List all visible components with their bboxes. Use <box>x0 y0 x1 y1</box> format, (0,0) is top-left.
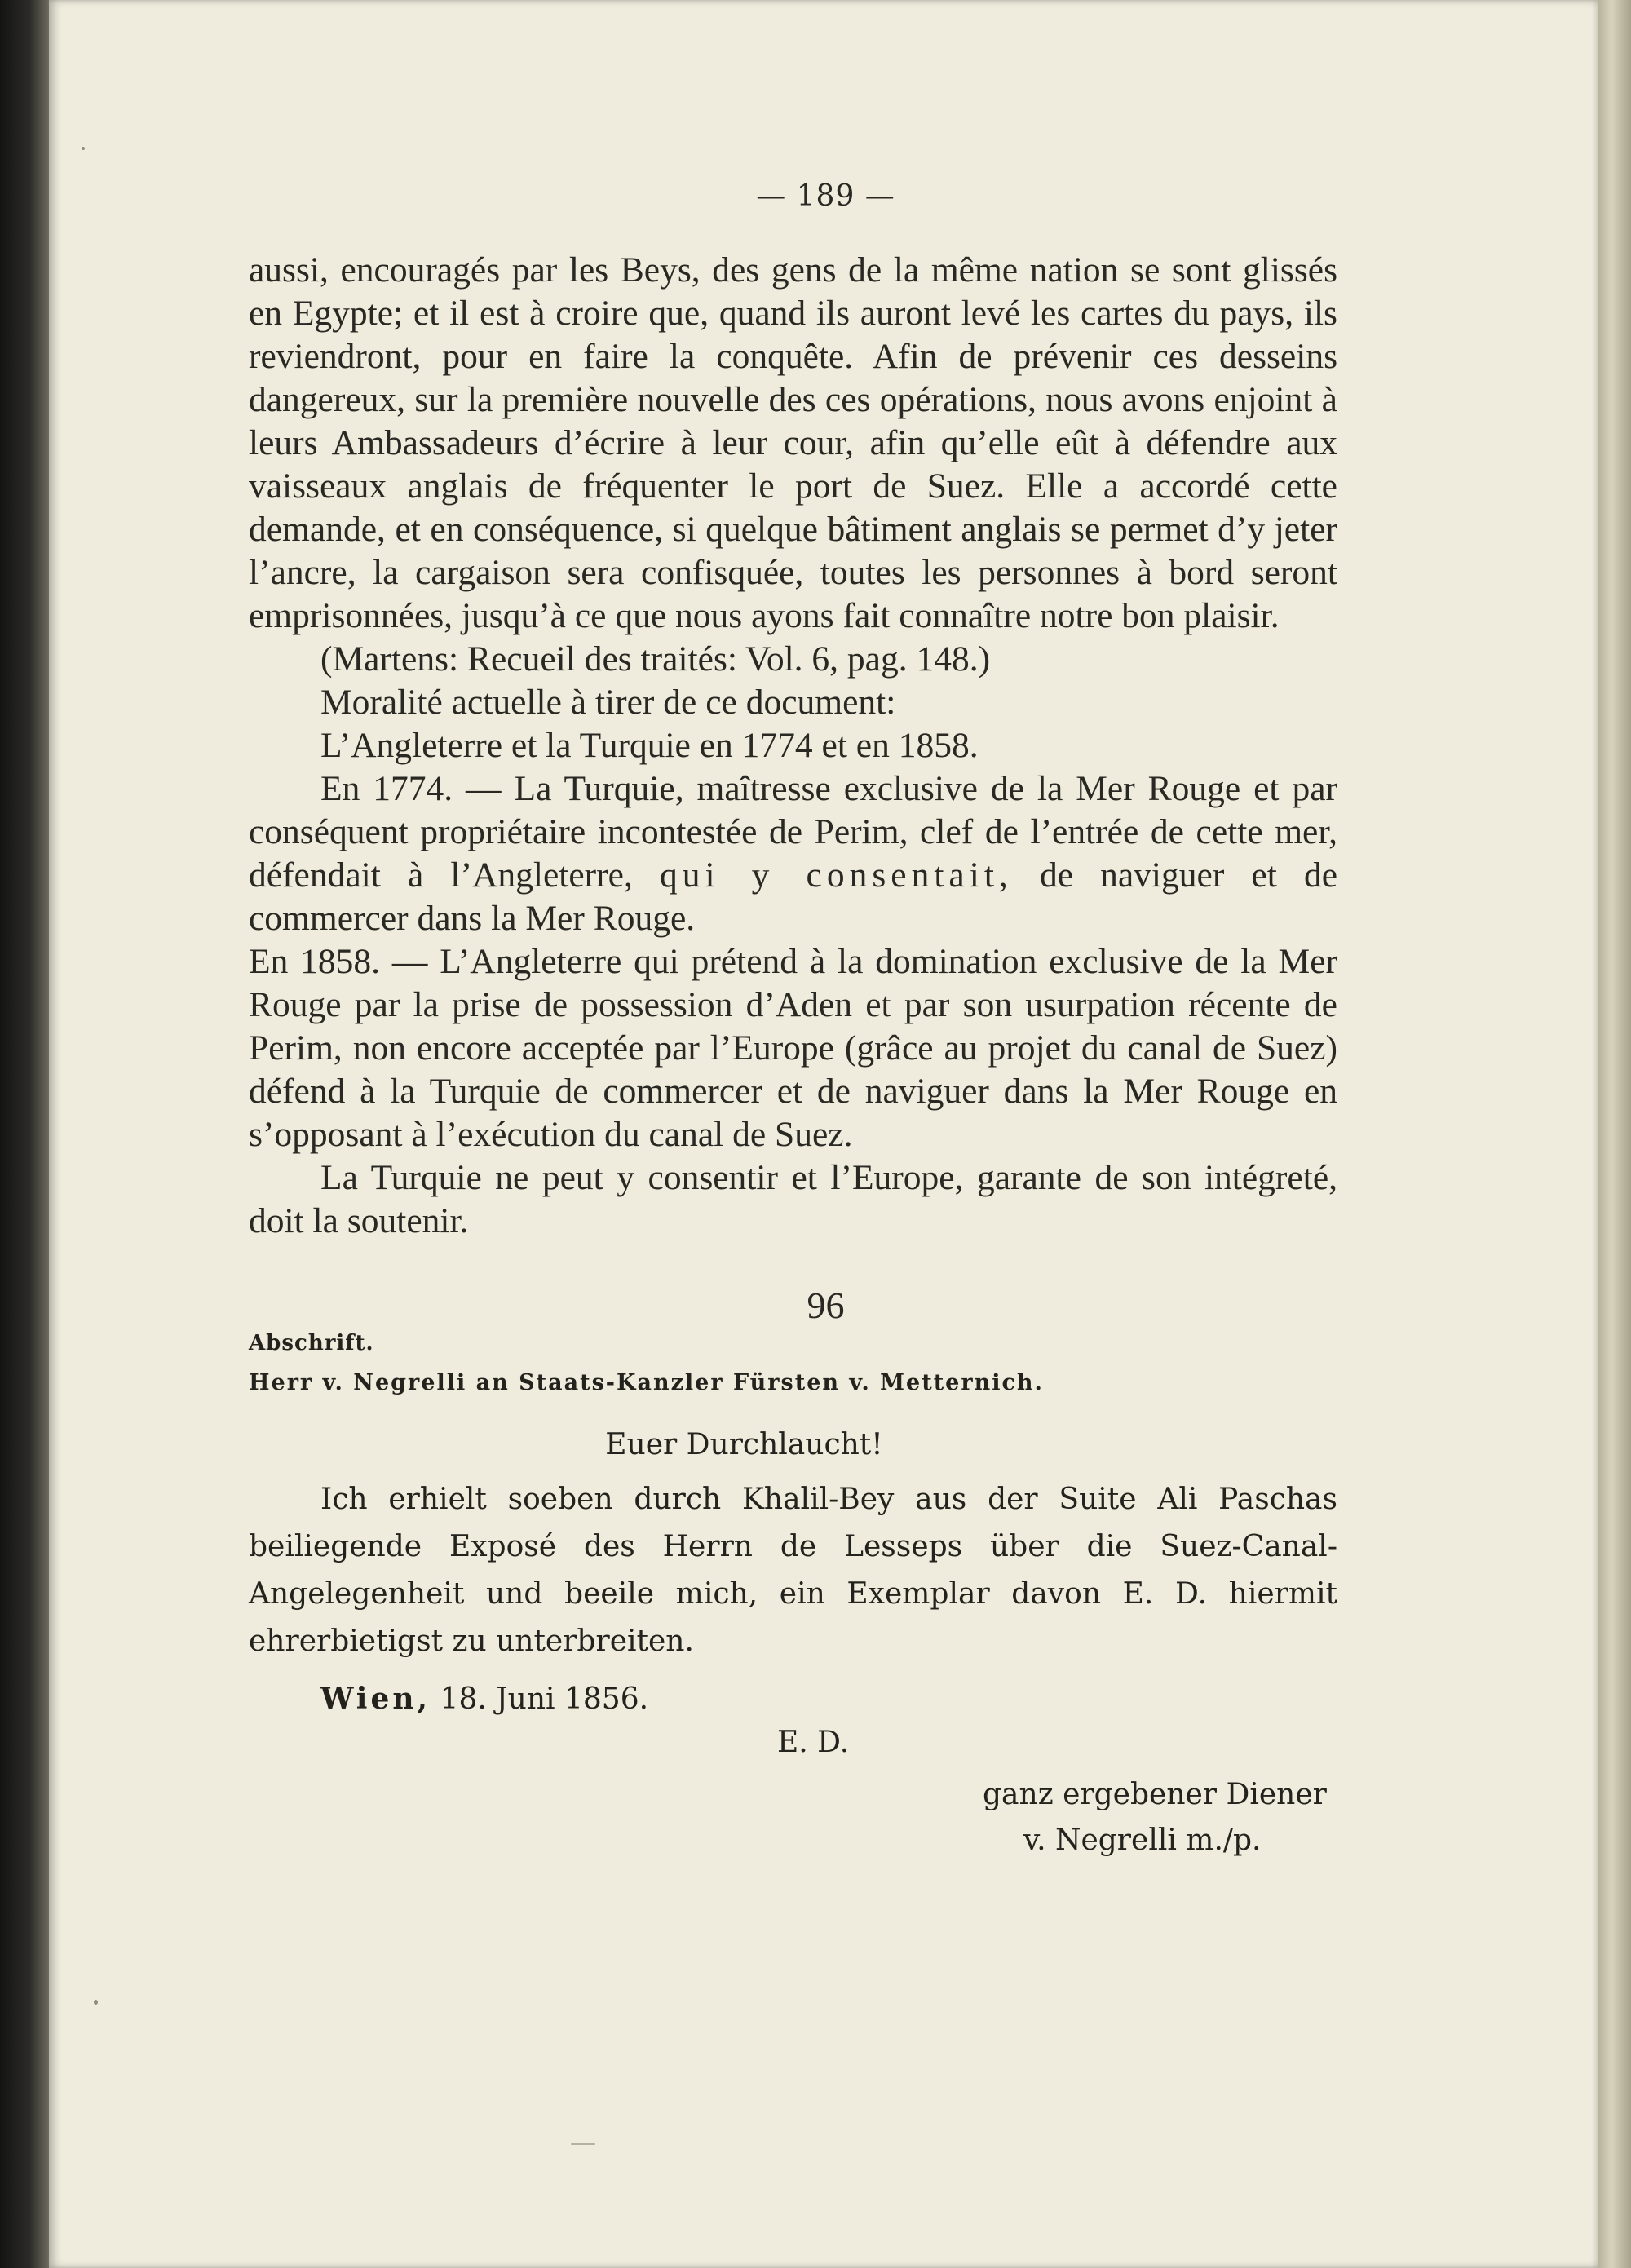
letter-date: 18. Juni 1856. <box>440 1682 649 1716</box>
paragraph-1858: En 1858. — L’Angleterre qui prétend à la domination exclusive de la Mer Rouge par la prise de possession d’Aden et par son usurpation récente de Perim, non encore acceptée par l’Europe (grâce au projet du canal de Suez) défend à la Turquie de commercer et de naviguer dans la Mer Rouge en s’opposant à l’exécution du canal de Suez. <box>249 942 1337 1154</box>
moral-heading: Moralité actuelle à tirer de ce document: <box>320 683 896 722</box>
paper-speck <box>82 147 85 150</box>
letter-place-date <box>249 1682 1337 1716</box>
letter-abbreviation: E. D. <box>777 1726 850 1759</box>
paper-scratch <box>571 2143 595 2145</box>
paragraph-1774-part-b: de naviguer et de commercer dans la Mer Rouge. <box>249 855 1338 938</box>
paragraph-1774 <box>249 767 1337 940</box>
page-number: — 189 — <box>756 179 895 213</box>
copy-label: Abschrift. <box>249 1331 374 1355</box>
letter-closing-block <box>983 1772 1337 1863</box>
page-edge-strip <box>1598 0 1631 2268</box>
letter-place: Wien, <box>320 1682 431 1716</box>
letter-address: Herr v. Negrelli an Staats-Kanzler Fürsten v. Metternich. <box>249 1370 1044 1395</box>
paragraph-1774-emphasis: qui y consentait, <box>659 855 1013 895</box>
paragraph-continuation: aussi, encouragés par les Beys, des gens de la même nation se sont glissés en Egypte; et il est à croire que, quand ils auront levé les cartes du pays, ils reviendront, pour en faire la conquête. Afin de prévenir ces desseins dangereux, sur la première nouvelle des ces opérations, nous avons enjoint à leurs Ambassadeurs d’écrire à leur cour, afin qu’elle eût à défendre aux vaisseaux anglais de fréquenter le port de Suez. Elle a accordé cette demande, et en conséquence, si quelque bâtiment anglais se permet d’y jeter l’ancre, la cargaison sera confisquée, toutes les personnes à bord seront emprisonnées, jusqu’à ce que nous ayons fait connaître notre bon plaisir. <box>249 250 1337 635</box>
scan-binding-edge <box>0 0 49 2268</box>
letter-closing: ganz ergebener Diener <box>983 1778 1327 1811</box>
letter-body: Ich erhielt soeben durch Khalil-Bey aus der Suite Ali Paschas beiliegende Exposé des Herrn de Lesseps über die Suez-Canal-Angelegenheit und beeile mich, ein Exemplar davon E. D. hiermit ehrerbietigst zu unterbreiten. <box>249 1483 1337 1658</box>
letter-body-block <box>249 1476 1337 1665</box>
document-number: 96 <box>807 1284 845 1326</box>
paper-speck <box>94 2000 98 2005</box>
source-citation: (Martens: Recueil des traités: Vol. 6, pag. 148.) <box>320 639 991 679</box>
letter-salutation: Euer Durchlaucht! <box>605 1428 883 1461</box>
letter-signature: v. Negrelli m./p. <box>1023 1824 1262 1857</box>
french-text-block <box>249 249 1337 1243</box>
comparison-line: L’Angleterre et la Turquie en 1774 et en 1858. <box>320 726 979 765</box>
conclusion-paragraph: La Turquie ne peut y consentir et l’Europe, garante de son intégreté, doit la soutenir. <box>249 1158 1337 1240</box>
page-content <box>249 179 1337 1863</box>
paragraph-1774-part-a: En 1774. — La Turquie, maîtresse exclusive de la Mer Rouge et par conséquent propriétaire incontestée de Perim, clef de l’entrée de cette mer, défendait à l’Angleterre, <box>249 769 1337 895</box>
